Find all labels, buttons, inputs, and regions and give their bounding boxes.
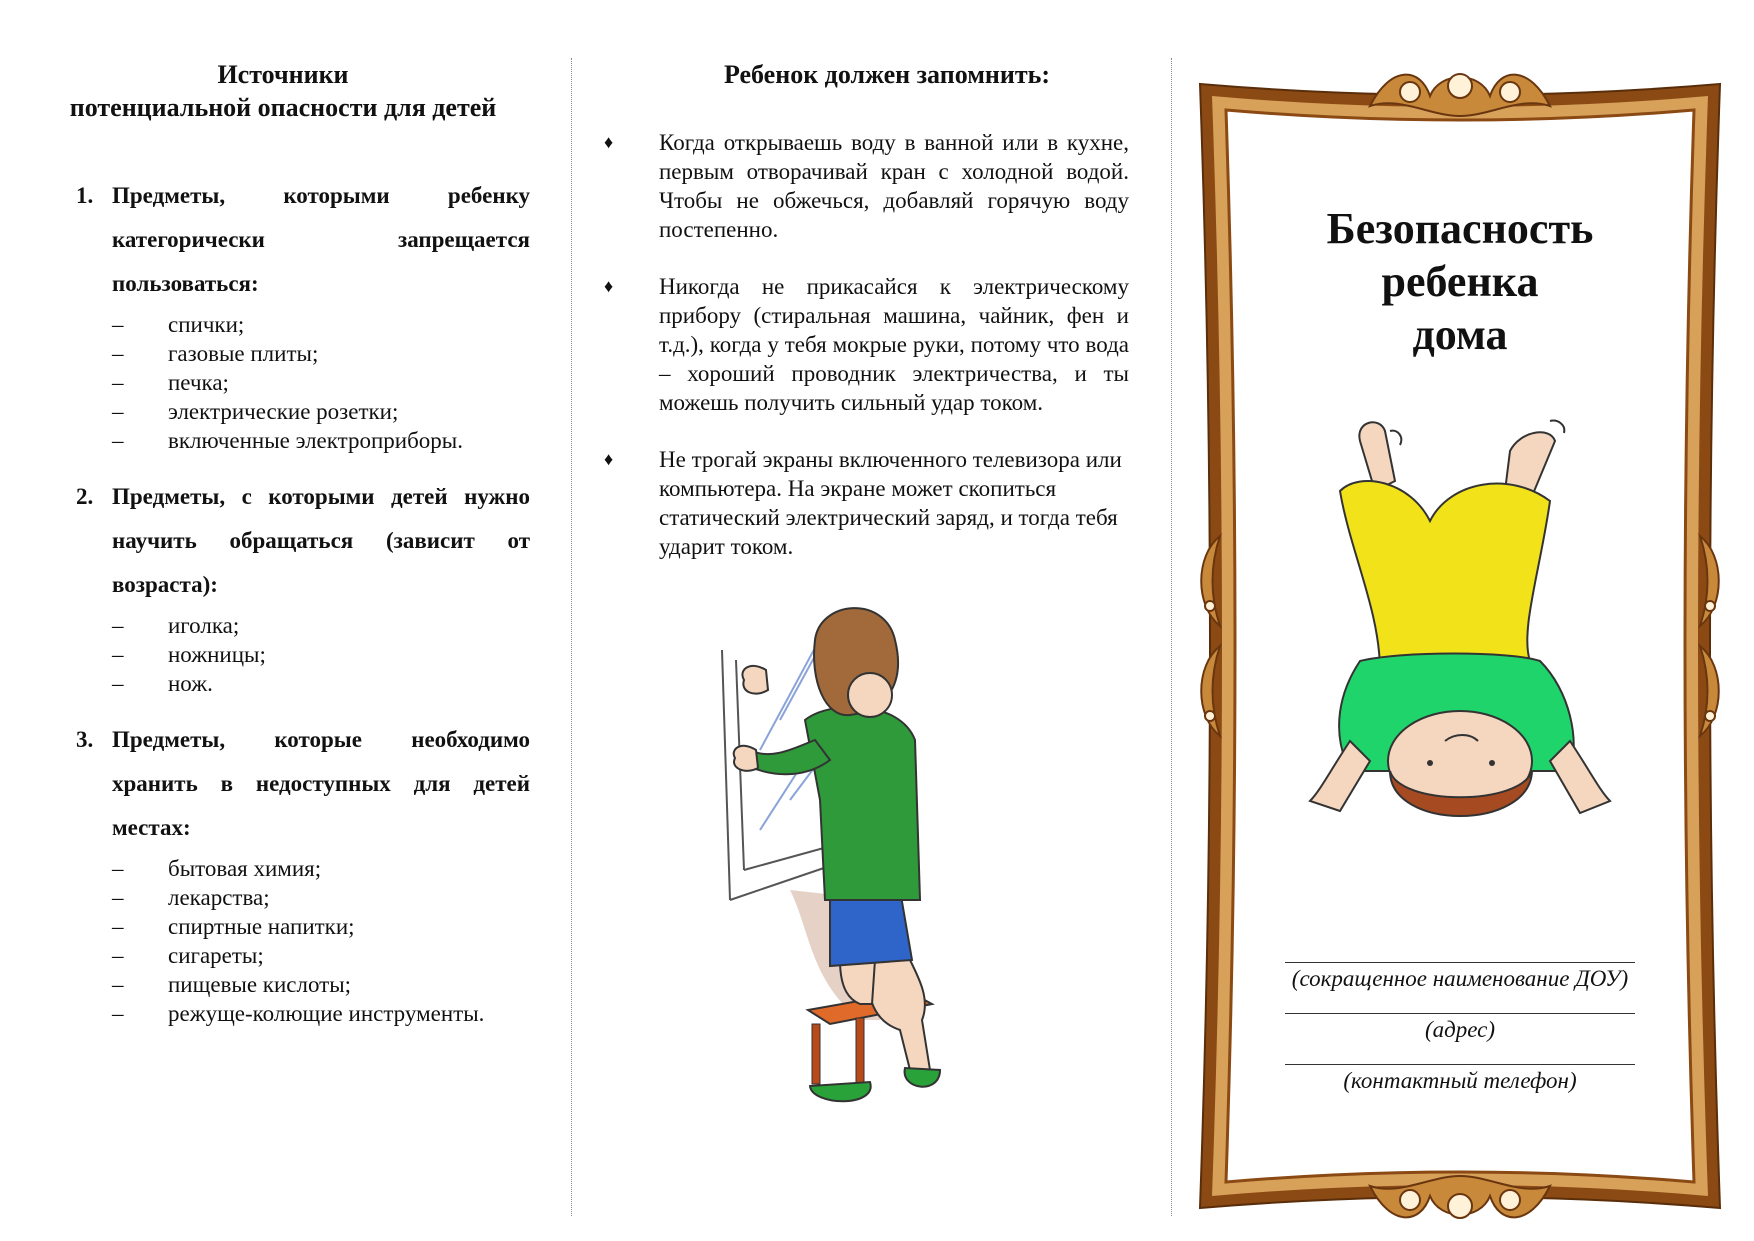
rule-item: [600, 445, 1144, 561]
rule-text: Никогда не прикасайся к электрическому прибору (стиральная машина, чайник, фен и т.д.), когда у тебя мокрые руки, потому что вода – хороший проводник электричества, и ты можешь получить сильный удар током.: [659, 274, 1129, 415]
remember-title: Ребенок должен запомнить:: [723, 60, 1051, 89]
dash-marker: –: [112, 341, 124, 366]
dash-marker: –: [112, 428, 124, 453]
remember-panel: [600, 58, 1144, 589]
list-item: [112, 941, 530, 970]
dash-marker: –: [112, 370, 124, 395]
dash-marker: –: [112, 399, 124, 424]
contact-block: [1260, 962, 1660, 1115]
diamond-bullet-icon: ♦: [604, 132, 614, 152]
list-item: [112, 854, 530, 883]
list-item: [112, 426, 530, 455]
section-number: 1.: [76, 183, 94, 208]
list-item-text: ножницы;: [168, 642, 266, 667]
hazard-section-1: [36, 174, 530, 455]
list-item: [112, 999, 530, 1028]
list-item-text: электрические розетки;: [168, 399, 399, 424]
list-item-text: нож.: [168, 671, 213, 696]
section-number: 3.: [76, 727, 94, 752]
list-item-text: спички;: [168, 312, 245, 337]
dash-marker: –: [112, 856, 124, 881]
hazard-sections: [36, 174, 530, 1028]
list-item: [112, 611, 530, 640]
rule-item: [600, 128, 1144, 244]
boy-touching-screen-illustration: [700, 600, 1020, 1120]
contact-label-address: (адрес): [1424, 1017, 1496, 1042]
list-item-text: бытовая химия;: [168, 856, 322, 881]
list-item-text: лекарства;: [168, 885, 270, 910]
hazard-section-2: [36, 475, 530, 698]
rule-text: Когда открываешь воду в ванной или в кухне, первым отворачивай кран с холодной водой. Чтобы не обжечься, добавляй горячую воду постепенно.: [659, 130, 1129, 242]
hazards-panel: [36, 58, 530, 1048]
rule-text: Не трогай экраны включенного телевизора или компьютера. На экране может скопиться статический электрический заряд, и тогда тебя ударит током.: [659, 447, 1122, 559]
dash-marker: –: [112, 671, 124, 696]
list-item: [112, 640, 530, 669]
section-heading: Предметы, которые необходимо хранить в недоступных для детей местах:: [112, 727, 530, 840]
list-item: [112, 970, 530, 999]
list-item: [112, 883, 530, 912]
cover-title-line1: Безопасность: [1326, 204, 1594, 253]
list-item-text: пищевые кислоты;: [168, 972, 352, 997]
list-item-text: включенные электроприборы.: [168, 428, 463, 453]
list-item-text: режуще-колющие инструменты.: [168, 1001, 485, 1026]
hazard-section-3: [36, 718, 530, 1028]
list-item: [112, 669, 530, 698]
list-item-text: газовые плиты;: [168, 341, 319, 366]
section-heading: Предметы, которыми ребенку категорически запрещается пользоваться:: [112, 183, 530, 296]
cover-title-line2: ребенка: [1381, 257, 1539, 306]
list-item: [112, 310, 530, 339]
dash-marker: –: [112, 943, 124, 968]
list-item-text: печка;: [168, 370, 229, 395]
list-item-text: спиртные напитки;: [168, 914, 355, 939]
dash-marker: –: [112, 613, 124, 638]
list-item: [112, 397, 530, 426]
cover-title: [1260, 202, 1660, 361]
list-item-text: сигареты;: [168, 943, 264, 968]
list-item: [112, 339, 530, 368]
list-item: [112, 912, 530, 941]
dash-marker: –: [112, 1001, 124, 1026]
hazards-title-line2: потенциальной опасности для детей: [69, 93, 497, 122]
diamond-bullet-icon: ♦: [604, 449, 614, 469]
hazard-list: [36, 854, 530, 1028]
dash-marker: –: [112, 914, 124, 939]
diamond-bullet-icon: ♦: [604, 276, 614, 296]
hazard-list: [36, 611, 530, 698]
list-item: [112, 368, 530, 397]
section-heading: Предметы, с которыми детей нужно научить обращаться (зависит от возраста):: [112, 484, 530, 597]
hazard-list: [36, 310, 530, 455]
section-number: 2.: [76, 484, 94, 509]
panel-divider-left: [571, 58, 572, 1216]
panel-divider-right: [1171, 58, 1172, 1216]
dash-marker: –: [112, 885, 124, 910]
cover-title-line3: дома: [1412, 310, 1508, 359]
hazards-title: [36, 58, 530, 124]
rules-list: [600, 128, 1144, 561]
contact-label-phone: (контактный телефон): [1343, 1068, 1577, 1093]
list-item-text: иголка;: [168, 613, 240, 638]
rule-item: [600, 272, 1144, 417]
dash-marker: –: [112, 312, 124, 337]
dash-marker: –: [112, 642, 124, 667]
cover-panel: [1190, 66, 1730, 1226]
dash-marker: –: [112, 972, 124, 997]
handstand-boy-illustration: [1280, 411, 1640, 851]
hazards-title-line1: Источники: [217, 60, 349, 89]
contact-label-dou: (сокращенное наименование ДОУ): [1291, 966, 1629, 991]
